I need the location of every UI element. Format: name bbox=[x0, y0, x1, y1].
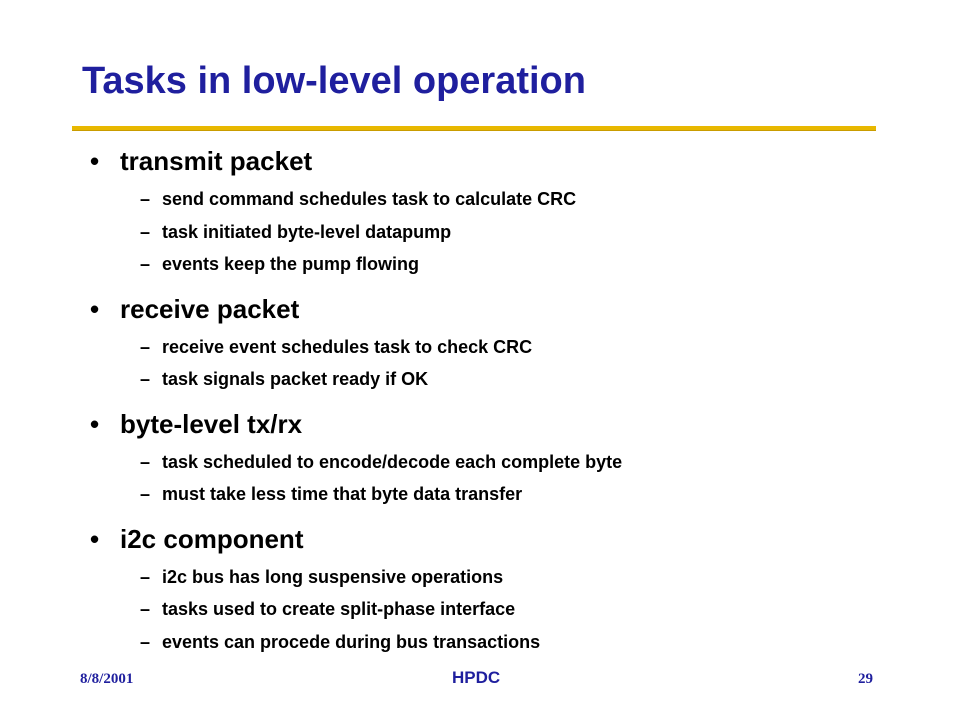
sub-list bbox=[90, 561, 890, 659]
sub-glyph: – bbox=[140, 189, 151, 209]
sub-item bbox=[90, 561, 890, 594]
sub-item bbox=[90, 478, 890, 511]
sub-glyph: – bbox=[140, 221, 151, 242]
bullet-glyph: • bbox=[90, 523, 100, 554]
bullet-list bbox=[90, 143, 890, 668]
bullet-item bbox=[90, 143, 890, 179]
sub-list bbox=[90, 331, 890, 396]
slide-title: Tasks in low-level operation bbox=[82, 60, 586, 102]
sub-text: events can procede during bus transactions bbox=[162, 631, 541, 652]
sub-glyph: – bbox=[140, 631, 151, 652]
sub-item bbox=[90, 626, 890, 659]
sub-item bbox=[90, 446, 890, 479]
sub-text: i2c bus has long suspensive operations bbox=[162, 566, 504, 587]
sub-item bbox=[90, 593, 890, 626]
bullet-glyph: • bbox=[90, 146, 100, 176]
sub-glyph: – bbox=[140, 566, 151, 587]
sub-glyph: – bbox=[140, 451, 151, 472]
sub-text: events keep the pump flowing bbox=[162, 254, 420, 274]
sub-text: tasks used to create split-phase interface bbox=[162, 599, 516, 619]
sub-glyph: – bbox=[140, 484, 151, 504]
sub-text: must take less time that byte data transfer bbox=[162, 484, 523, 504]
sub-glyph: – bbox=[140, 336, 151, 357]
sub-list bbox=[90, 183, 890, 281]
page-number: 29 bbox=[858, 671, 873, 687]
sub-text: task initiated byte-level datapump bbox=[162, 221, 452, 242]
sub-item bbox=[90, 183, 890, 216]
sub-glyph: – bbox=[140, 599, 151, 619]
bullet-glyph: • bbox=[90, 408, 100, 439]
bullet-text: transmit packet bbox=[120, 146, 313, 176]
footer-title: HPDC bbox=[452, 668, 501, 687]
sub-text: task scheduled to encode/decode each complete byte bbox=[162, 451, 623, 472]
sub-item bbox=[90, 331, 890, 364]
footer-date: 8/8/2001 bbox=[80, 671, 134, 687]
sub-item bbox=[90, 363, 890, 396]
sub-glyph: – bbox=[140, 369, 151, 389]
sub-list bbox=[90, 446, 890, 511]
sub-text: receive event schedules task to check CRC bbox=[162, 336, 533, 357]
bullet-text: i2c component bbox=[120, 523, 304, 554]
bullet-text: receive packet bbox=[120, 293, 300, 324]
bullet-item bbox=[90, 406, 890, 442]
sub-text: send command schedules task to calculate CRC bbox=[162, 189, 577, 209]
bullet-glyph: • bbox=[90, 293, 100, 324]
title-underline bbox=[72, 126, 876, 131]
sub-text: task signals packet ready if OK bbox=[162, 369, 429, 389]
bullet-text: byte-level tx/rx bbox=[120, 408, 303, 439]
sub-glyph: – bbox=[140, 254, 151, 274]
sub-item bbox=[90, 216, 890, 249]
sub-item bbox=[90, 248, 890, 281]
bullet-item bbox=[90, 291, 890, 327]
bullet-item bbox=[90, 521, 890, 557]
